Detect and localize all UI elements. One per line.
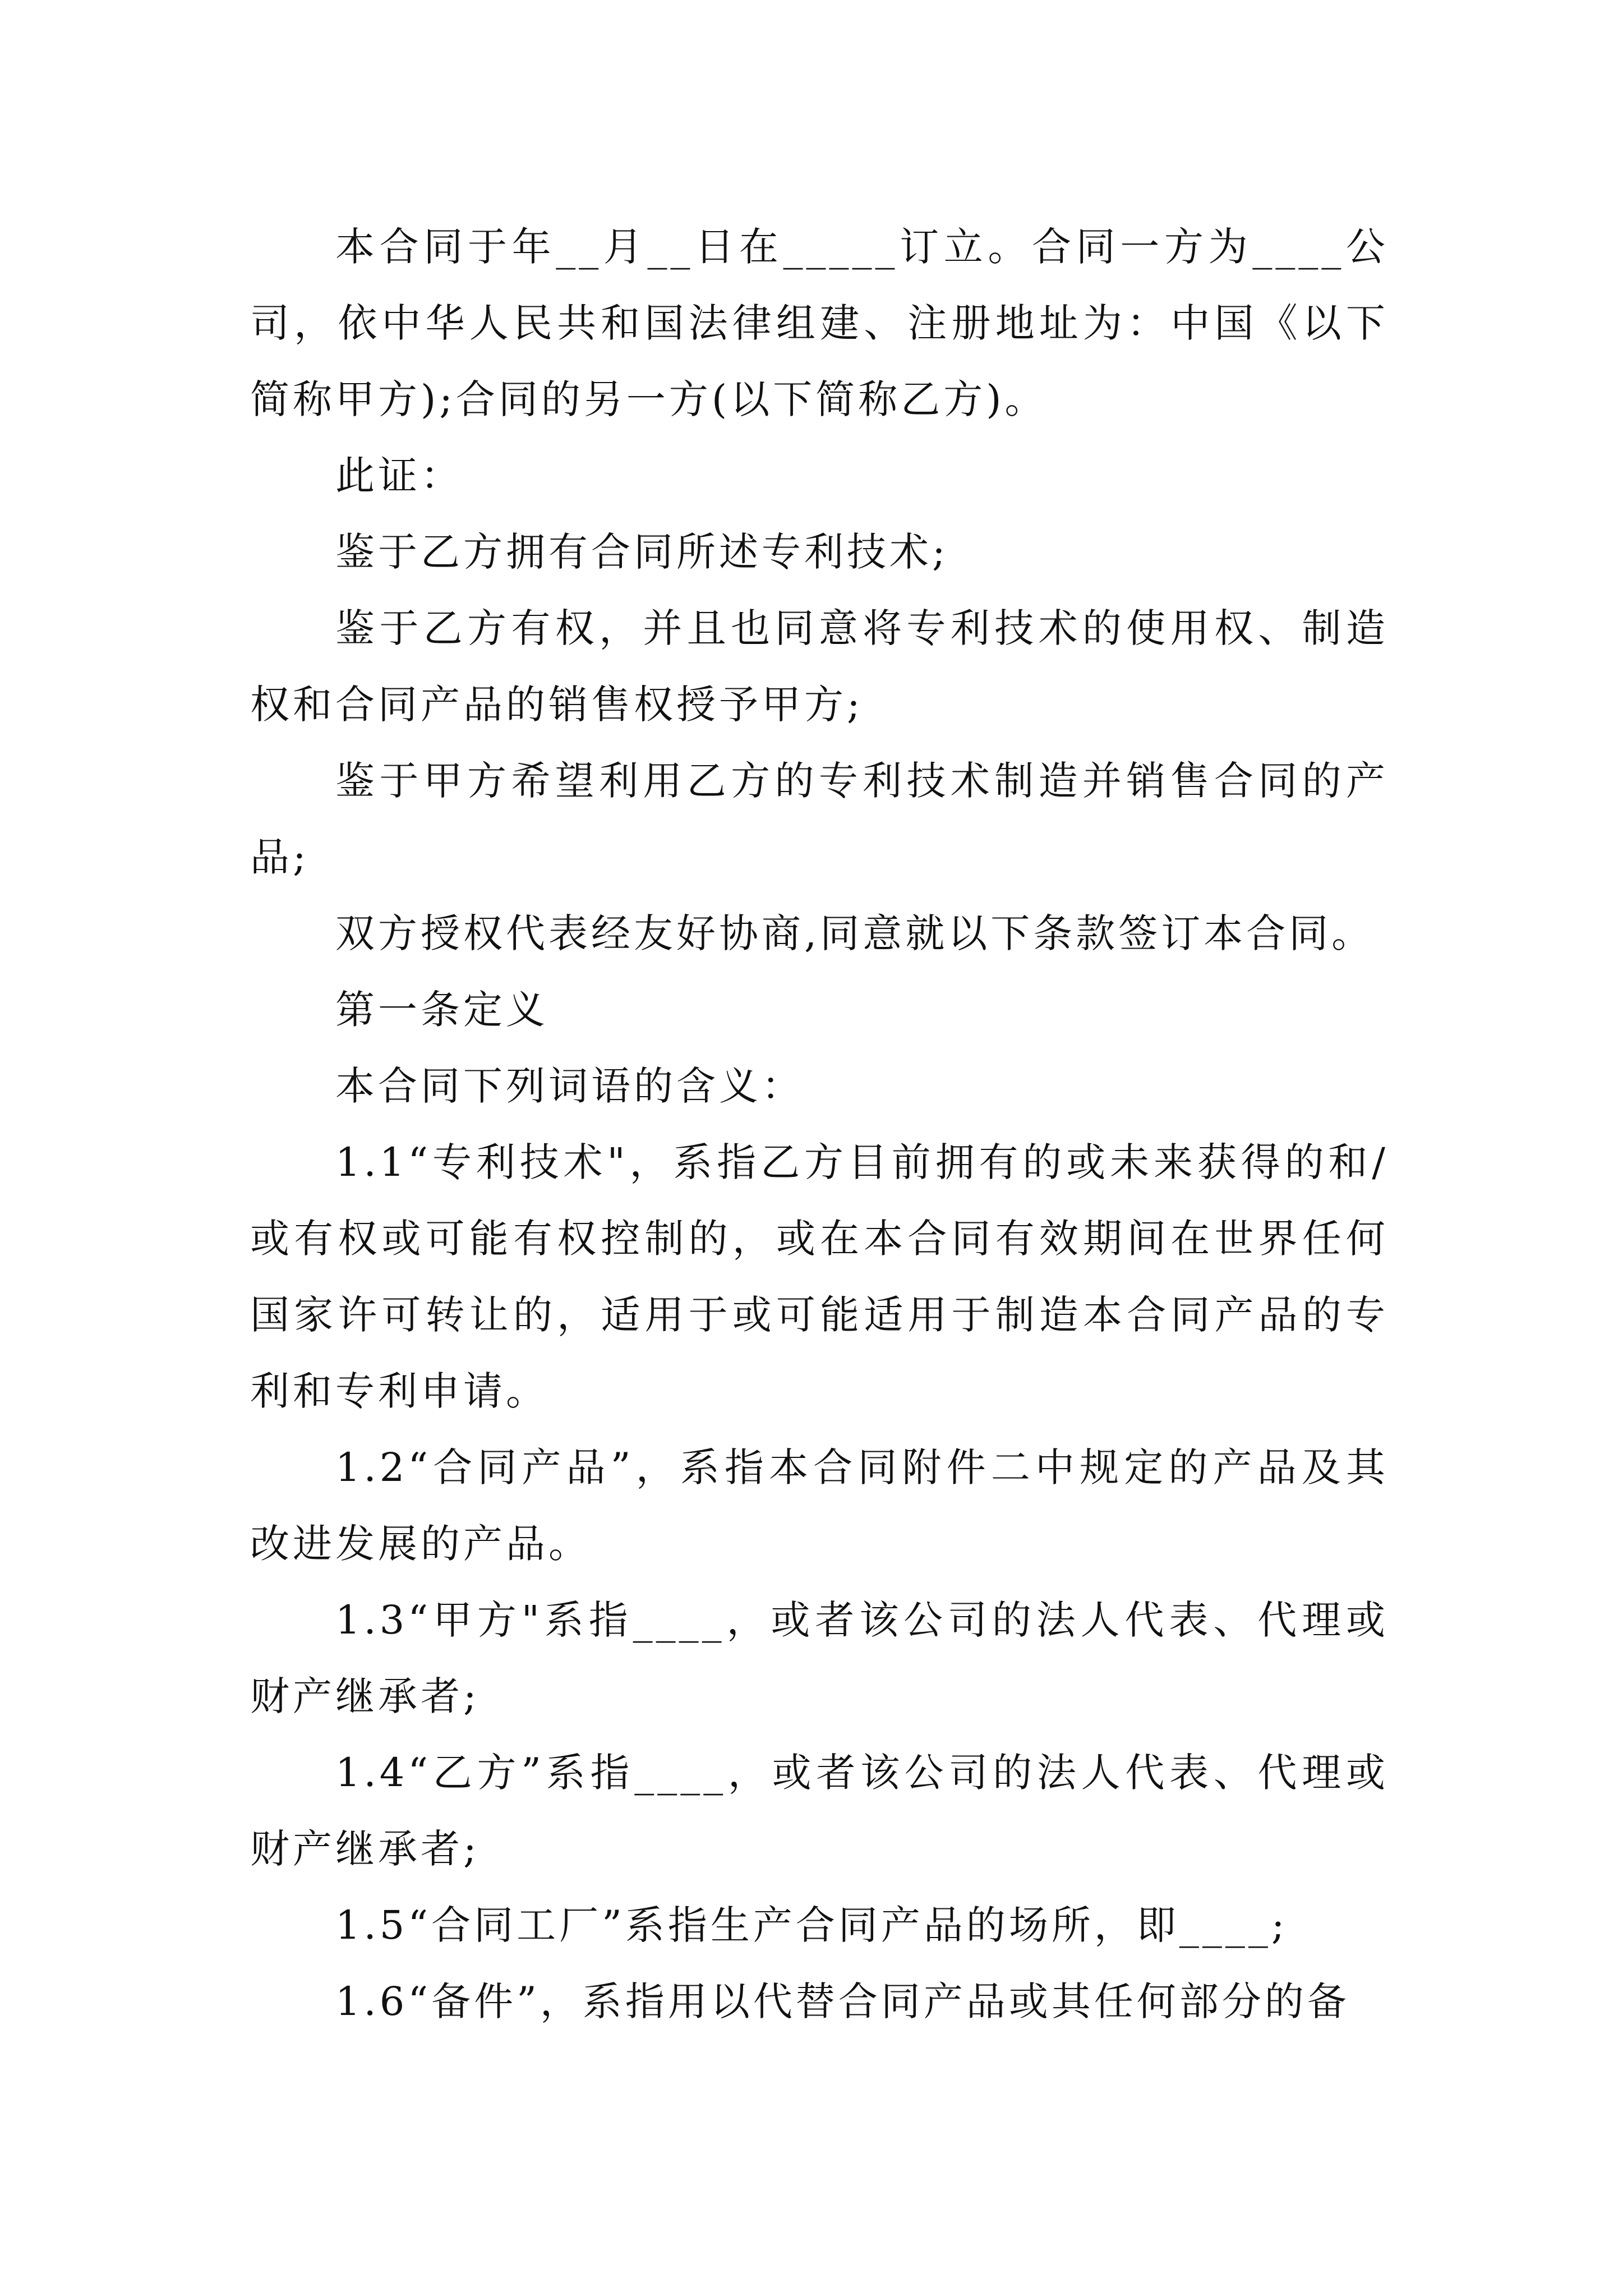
clause-1-3: 1.3“甲方"系指____，或者该公司的法人代表、代理或财产继承者;: [250, 1597, 1389, 1719]
clause-1-2: 1.2“合同产品”，系指本合同附件二中规定的产品及其改进发展的产品。: [250, 1444, 1389, 1567]
clause-1-1: 1.1“专利技术"，系指乙方目前拥有的或未来获得的和/或有权或可能有权控制的，或在本合同有效期间在世界任何国家许可转让的，适用于或可能适用于制造本合同产品的专利和专利申请。: [250, 1139, 1389, 1414]
paragraph-definitions-intro: 本合同下列词语的含义：: [335, 1063, 804, 1109]
paragraph-whereas-2: 鉴于乙方有权，并且也同意将专利技术的使用权、制造权和合同产品的销售权授予甲方;: [250, 605, 1389, 728]
paragraph-preamble: 本合同于年__月__日在_____订立。合同一方为____公司，依中华人民共和国法律组建、注册地址为：中国《以下简称甲方);合同的另一方(以下简称乙方)。: [250, 224, 1389, 422]
clause-1-4: 1.4“乙方”系指____，或者该公司的法人代表、代理或财产继承者;: [250, 1750, 1389, 1872]
paragraph-witness: 此证：: [335, 453, 463, 499]
article-1-heading: 第一条定义: [335, 987, 548, 1033]
clause-1-6: 1.6“备件”，系指用以代替合同产品或其任何部分的备: [335, 1978, 1350, 2024]
clause-1-5: 1.5“合同工厂”系指生产合同产品的场所，即____;: [335, 1902, 1288, 1948]
paragraph-whereas-1: 鉴于乙方拥有合同所述专利技术;: [335, 529, 949, 575]
paragraph-agreement: 双方授权代表经友好协商,同意就以下条款签订本合同。: [335, 910, 1375, 956]
document-body: [250, 209, 1389, 2040]
paragraph-whereas-3: 鉴于甲方希望利用乙方的专利技术制造并销售合同的产品;: [250, 758, 1389, 880]
